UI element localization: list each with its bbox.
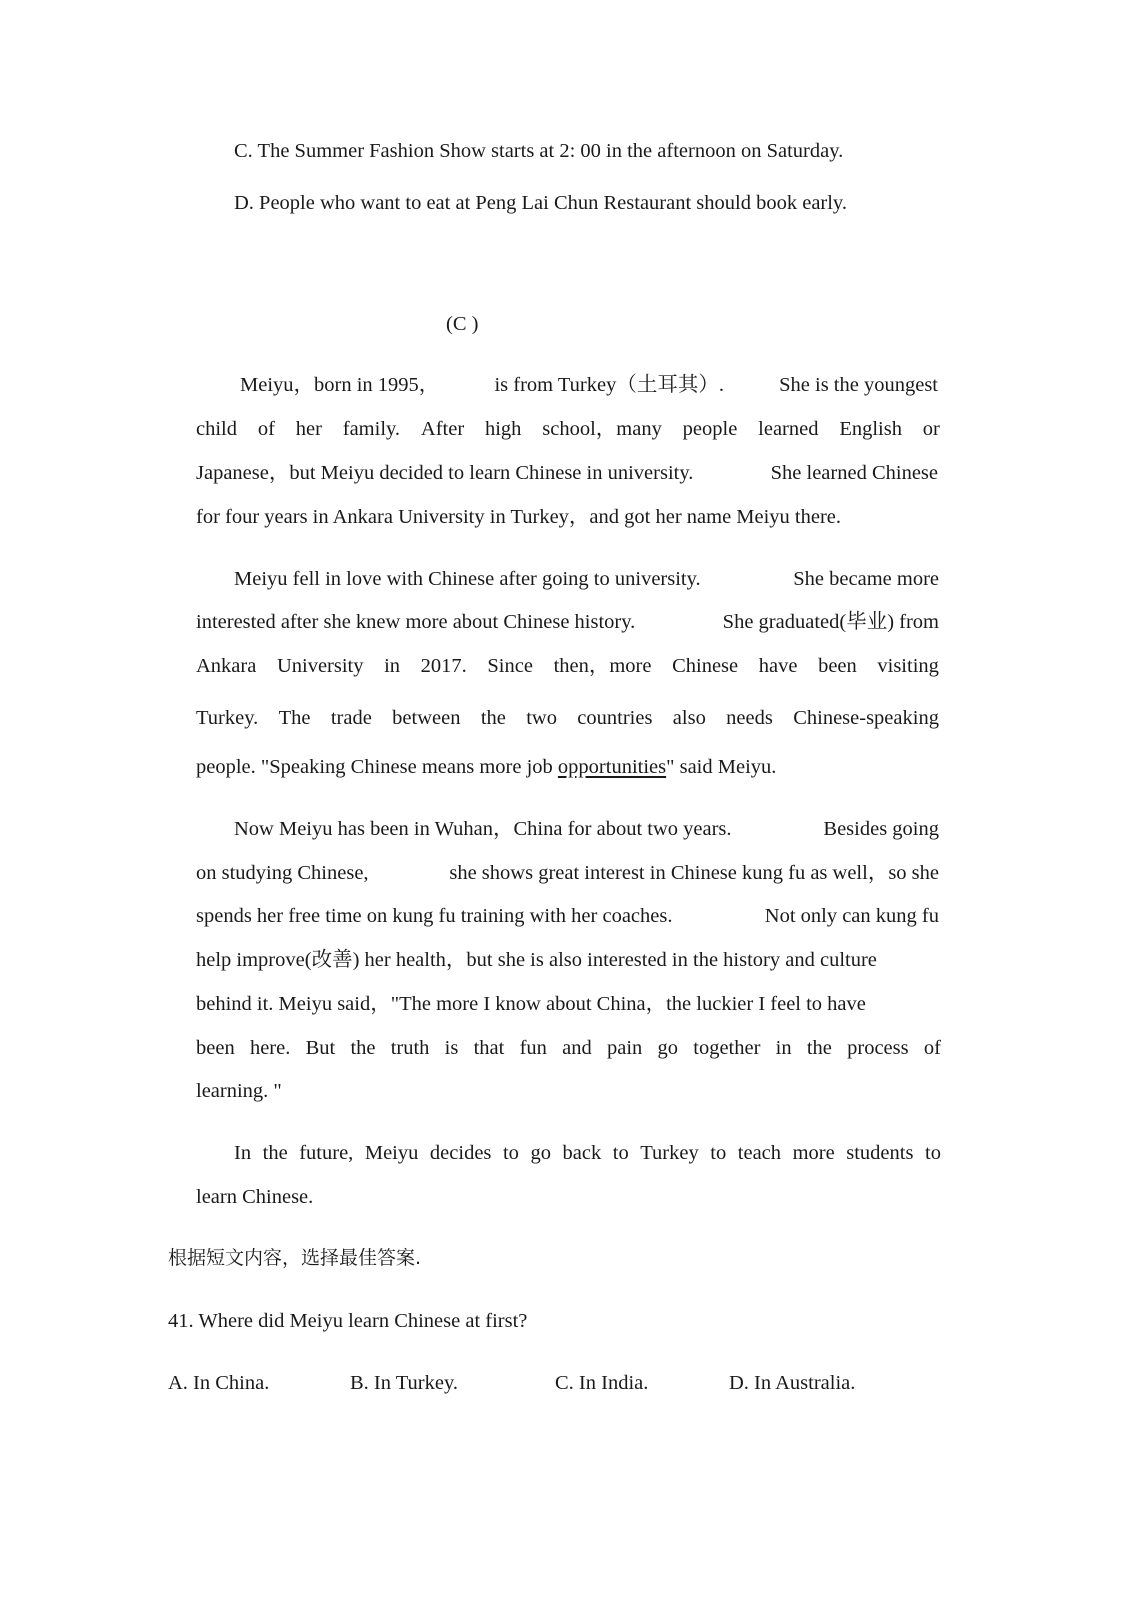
option-a[interactable]: A. In China. [168, 1372, 270, 1394]
paragraph-2-line-2 [196, 612, 939, 633]
paragraph-1-line-2 [196, 419, 940, 440]
paragraph-2-line-4 [196, 708, 939, 729]
word: family. [342, 418, 401, 440]
word: Meiyu [364, 1142, 419, 1164]
word: people [682, 418, 738, 440]
text-segment: she shows great interest in Chinese kung fu as well，so she [449, 862, 939, 884]
word: between [392, 707, 461, 729]
word: in [384, 655, 401, 677]
word: the [262, 1142, 288, 1164]
option-b[interactable]: B. In Turkey. [350, 1372, 459, 1394]
text-segment: is from Turkey（土耳其）. [494, 374, 724, 396]
word: Turkey [640, 1142, 699, 1164]
word: trade [330, 707, 372, 729]
paragraph-2-line-5 [196, 757, 776, 778]
word: teach [737, 1142, 782, 1164]
word: go [530, 1142, 551, 1164]
word: two [526, 707, 557, 729]
word: University [276, 655, 364, 677]
word: process [847, 1037, 909, 1059]
word: countries [577, 707, 653, 729]
prev-option-d: D. People who want to eat at Peng Lai Chun Restaurant should book early. [234, 192, 847, 214]
word: to [612, 1142, 629, 1164]
text-segment: Meiyu fell in love with Chinese after going to university. [234, 568, 701, 590]
prev-option-c: C. The Summer Fashion Show starts at 2: 00 in the afternoon on Saturday. [234, 140, 844, 162]
word: learned [758, 418, 819, 440]
word: school，many [542, 418, 662, 440]
text-segment: interested after she knew more about Chinese history. [196, 611, 636, 633]
word: Since [487, 655, 533, 677]
word: Chinese [672, 655, 739, 677]
word: or [922, 418, 940, 440]
paragraph-1-line-4: for four years in Ankara University in Turkey，and got her name Meiyu there. [196, 506, 842, 528]
word: After [420, 418, 465, 440]
word: In [234, 1142, 252, 1164]
text-segment: She learned Chinese [770, 462, 938, 484]
word: of [257, 418, 275, 440]
word: then，more [553, 655, 652, 677]
word: of [923, 1037, 941, 1059]
word: her [295, 418, 322, 440]
paragraph-1-line-3 [196, 463, 938, 484]
word: students [846, 1142, 914, 1164]
text-segment: Besides going [823, 818, 939, 840]
paragraph-2-line-1 [234, 569, 939, 590]
text-segment: Not only can kung fu [764, 905, 939, 927]
word: have [758, 655, 798, 677]
word: back [562, 1142, 602, 1164]
underlined-word: opportunities [557, 756, 667, 778]
question-41: 41. Where did Meiyu learn Chinese at first? [168, 1310, 528, 1332]
word: also [672, 707, 706, 729]
text-segment: Now Meiyu has been in Wuhan，China for about two years. [234, 818, 732, 840]
word: been [818, 655, 857, 677]
paragraph-3-line-4: help improve(改善) her health，but she is also interested in the history and culture [196, 949, 877, 971]
word: here. [249, 1037, 291, 1059]
paragraph-1-line-1 [240, 375, 938, 396]
word: The [278, 707, 311, 729]
word: the [806, 1037, 832, 1059]
word: more [792, 1142, 835, 1164]
option-c[interactable]: C. In India. [555, 1372, 649, 1394]
word: that [473, 1037, 505, 1059]
paragraph-3-line-7: learning. " [196, 1080, 282, 1102]
word: Turkey. [196, 707, 259, 729]
paragraph-2-line-3 [196, 656, 939, 677]
word: decides [429, 1142, 492, 1164]
word: pain [606, 1037, 643, 1059]
word: high [484, 418, 522, 440]
word: the [480, 707, 506, 729]
text-segment: spends her free time on kung fu training with her coaches. [196, 905, 673, 927]
text-segment: She graduated(毕业) from [722, 611, 939, 633]
word: Ankara [196, 655, 257, 677]
word: future, [299, 1142, 354, 1164]
word: been [196, 1037, 235, 1059]
paragraph-3-line-1 [234, 819, 939, 840]
word: is [444, 1037, 459, 1059]
text-segment: people. "Speaking Chinese means more job [196, 756, 558, 778]
word: 2017. [420, 655, 467, 677]
word: go [657, 1037, 679, 1059]
word: the [350, 1037, 376, 1059]
text-segment: " said Meiyu. [666, 756, 777, 778]
section-label: (C ) [446, 313, 479, 335]
text-segment: She is the youngest [779, 374, 938, 396]
text-segment: Japanese，but Meiyu decided to learn Chinese in university. [196, 462, 694, 484]
word: together [693, 1037, 761, 1059]
word: child [196, 418, 237, 440]
word: But [305, 1037, 336, 1059]
word: in [775, 1037, 792, 1059]
paragraph-3-line-5: behind it. Meiyu said，"The more I know about China，the luckier I feel to have [196, 993, 866, 1015]
word: to [925, 1142, 941, 1164]
word: visiting [877, 655, 939, 677]
word: fun [519, 1037, 547, 1059]
paragraph-4-line-2: learn Chinese. [196, 1186, 314, 1208]
paragraph-3-line-6 [196, 1038, 941, 1059]
instruction: 根据短文内容，选择最佳答案. [168, 1247, 422, 1269]
word: English [839, 418, 902, 440]
paragraph-3-line-3 [196, 906, 939, 927]
word: to [502, 1142, 519, 1164]
paragraph-4-line-1 [234, 1143, 941, 1164]
word: and [562, 1037, 592, 1059]
word: Chinese-speaking [793, 707, 939, 729]
word: truth [390, 1037, 430, 1059]
option-d[interactable]: D. In Australia. [729, 1372, 856, 1394]
paragraph-3-line-2 [196, 863, 939, 884]
text-segment: on studying Chinese, [196, 862, 369, 884]
word: to [710, 1142, 727, 1164]
text-segment: Meiyu，born in 1995， [240, 374, 440, 396]
text-segment: She became more [793, 568, 939, 590]
word: needs [726, 707, 773, 729]
